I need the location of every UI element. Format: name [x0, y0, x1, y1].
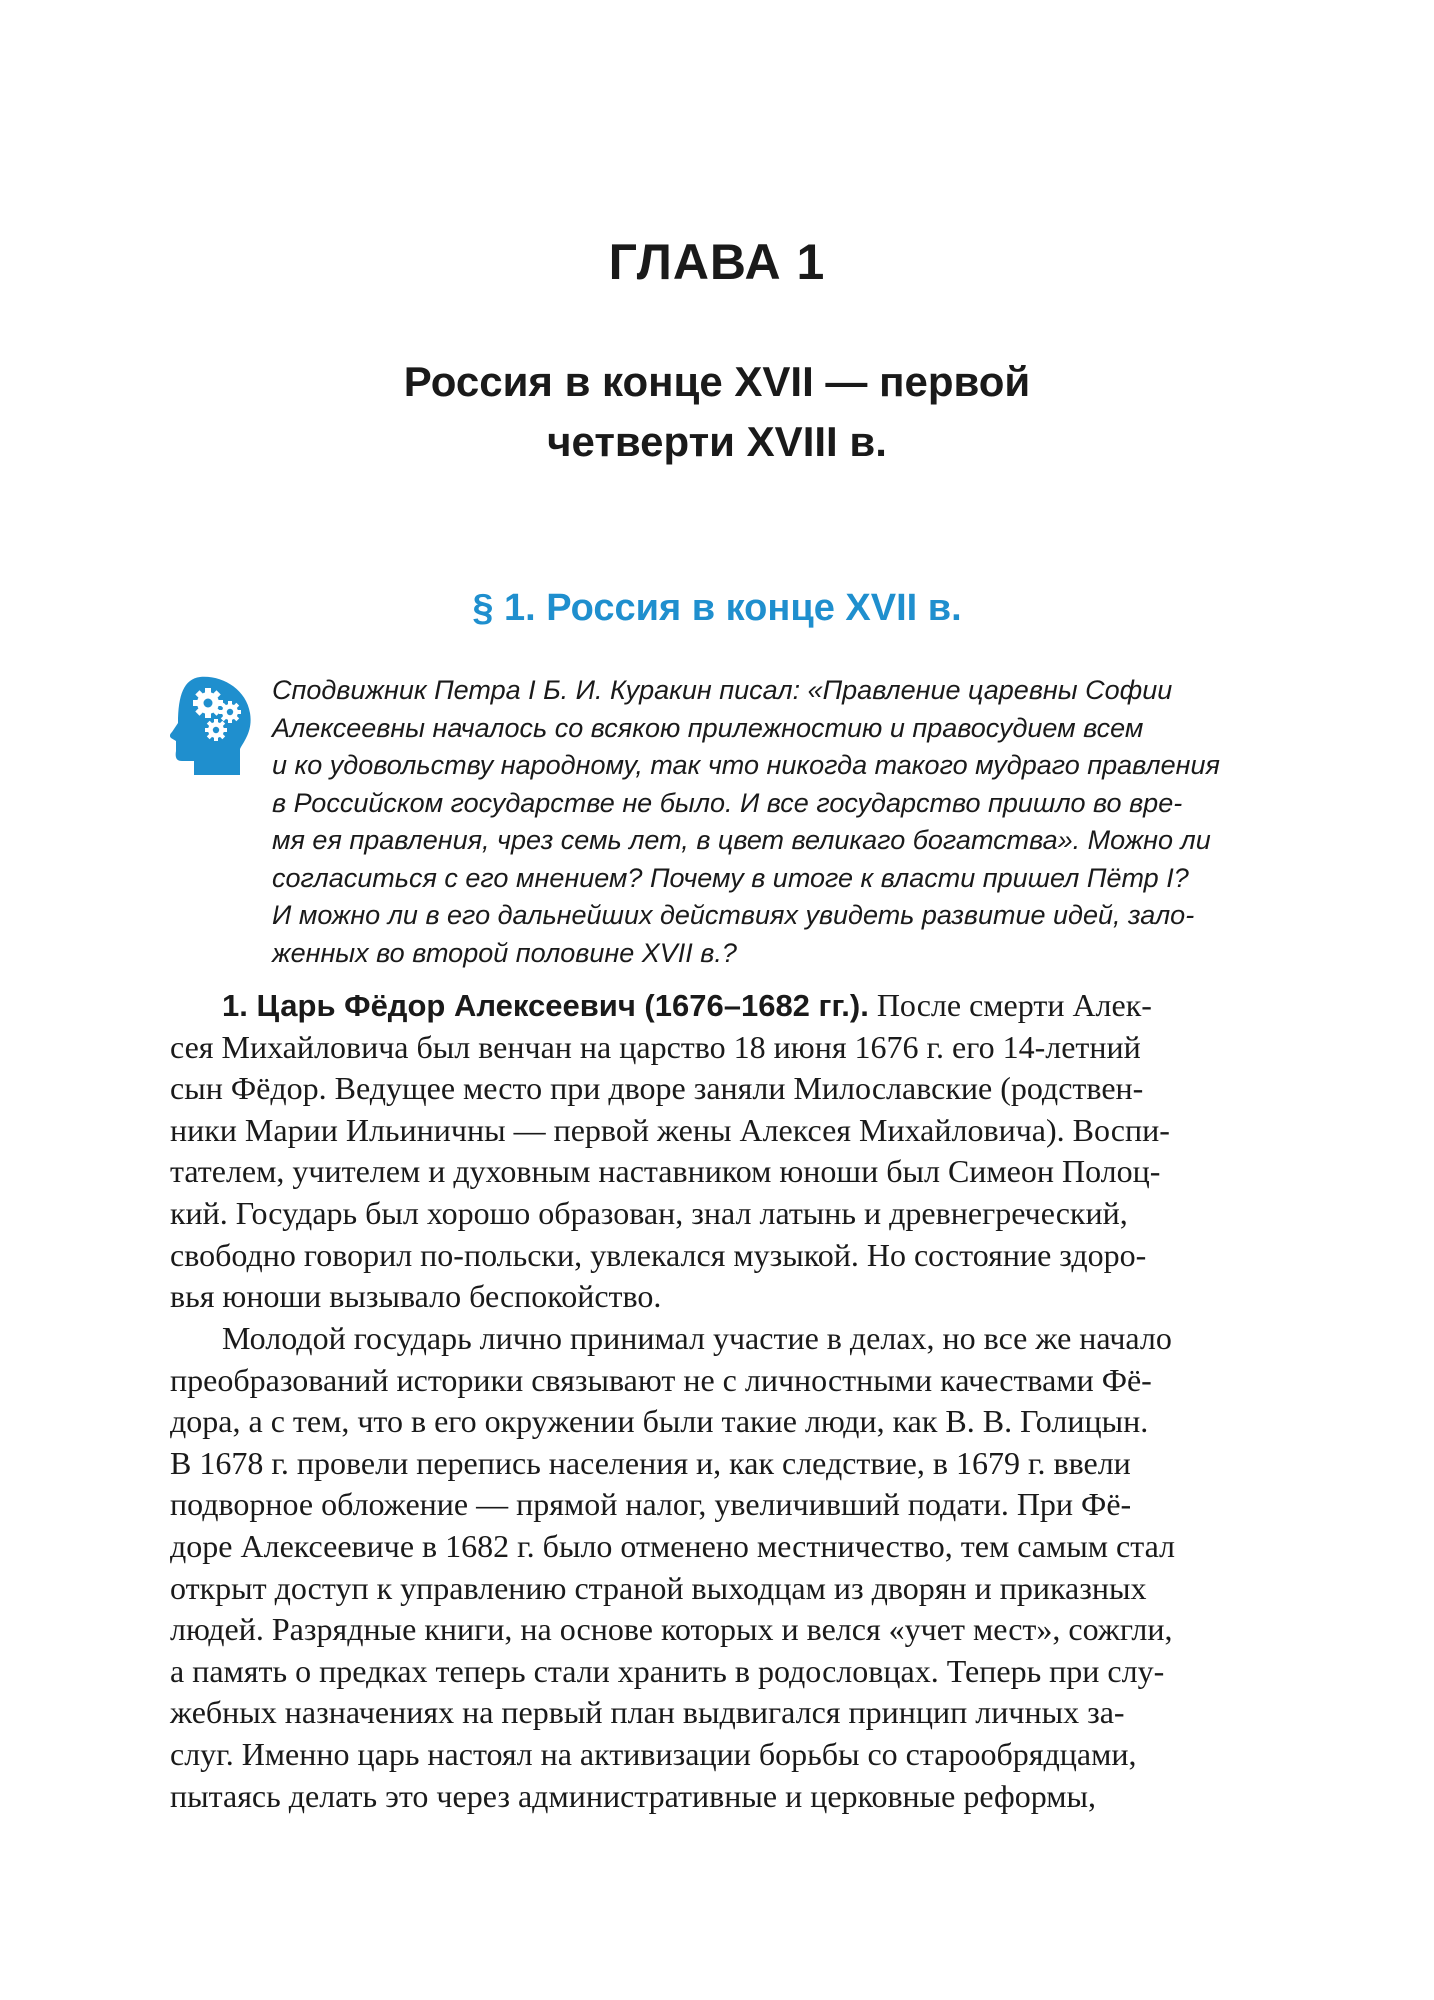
- intro-line: Сподвижник Петра I Б. И. Куракин писал: «Правление царевны Софии: [272, 675, 1173, 705]
- paragraph-tsar-fedor: [170, 985, 1302, 1318]
- paragraph-line: жебных назначениях на первый план выдвигался принцип личных за-: [170, 1694, 1125, 1731]
- chapter-title-line: Россия в конце XVII — первой: [403, 358, 1031, 405]
- paragraph-line: подворное обложение — прямой налог, увеличивший подати. При Фё-: [170, 1486, 1132, 1523]
- section-title: § 1. Россия в конце XVII в.: [472, 587, 962, 629]
- paragraph-text: После смерти Алек-: [868, 987, 1152, 1023]
- chapter-label: ГЛАВА 1: [608, 234, 826, 290]
- paragraph-first-line: [170, 985, 1302, 1027]
- paragraph-line: пытаясь делать это через административные и церковные реформы,: [170, 1777, 1096, 1814]
- intro-question-block: [272, 672, 1302, 972]
- intro-line: и ко удовольству народному, так что никогда такого мудраго правления: [272, 750, 1220, 780]
- paragraph-line: доре Алексеевиче в 1682 г. было отменено местничество, тем самым стал: [170, 1527, 1176, 1564]
- chapter-title-line: четверти XVIII в.: [547, 418, 887, 465]
- paragraph-line: сын Фёдор. Ведущее место при дворе заняли Милославские (родствен-: [170, 1070, 1144, 1107]
- paragraph-line: кий. Государь был хорошо образован, знал латынь и древнегреческий,: [170, 1194, 1128, 1231]
- paragraph-line: ники Марии Ильиничны — первой жены Алексея Михайловича). Воспи-: [170, 1111, 1170, 1148]
- paragraph-line: слуг. Именно царь настоял на активизации борьбы со старообрядцами,: [170, 1735, 1137, 1772]
- paragraph-line: а память о предках теперь стали хранить в родословцах. Теперь при слу-: [170, 1652, 1165, 1689]
- intro-line: мя ея правления, чрез семь лет, в цвет великаго богатства». Можно ли: [272, 825, 1211, 855]
- paragraph-line: сея Михайловича был венчан на царство 18 июня 1676 г. его 14-летний: [170, 1028, 1141, 1065]
- paragraph-line: открыт доступ к управлению страной выходцам из дворян и приказных: [170, 1569, 1147, 1606]
- paragraph-line: людей. Разрядные книги, на основе которых и велся «учет мест», сожгли,: [170, 1611, 1173, 1648]
- paragraph-line: дора, а с тем, что в его окружении были такие люди, как В. В. Голицын.: [170, 1403, 1149, 1440]
- intro-line: в Российском государстве не было. И все государство пришло во вре-: [272, 787, 1183, 818]
- paragraph-line: тателем, учителем и духовным наставником юноши был Симеон Полоц-: [170, 1153, 1161, 1190]
- intro-line: согласиться с его мнением? Почему в итоге к власти пришел Пётр I?: [272, 862, 1189, 893]
- paragraph-line: Молодой государь лично принимал участие в делах, но все же начало: [222, 1320, 1172, 1356]
- intro-line: женных во второй половине XVII в.?: [272, 937, 737, 968]
- paragraph-subheading: 1. Царь Фёдор Алексеевич (1676–1682 гг.).: [222, 988, 869, 1023]
- intro-line: И можно ли в его дальнейших действиях увидеть развитие идей, зало-: [272, 900, 1195, 930]
- head-with-gears-icon: [170, 675, 252, 777]
- intro-line: Алексеевны началось со всякою прилежностию и правосудием всем: [272, 712, 1144, 743]
- paragraph-line: вья юноши вызывало беспокойство.: [170, 1278, 662, 1315]
- chapter-title: [0, 352, 1434, 472]
- paragraph-reforms: [170, 1318, 1302, 1817]
- paragraph-line: преобразований историки связывают не с личностными качествами Фё-: [170, 1361, 1152, 1398]
- paragraph-line: свободно говорил по-польски, увлекался музыкой. Но состояние здоро-: [170, 1236, 1147, 1273]
- paragraph-line: В 1678 г. провели перепись населения и, как следствие, в 1679 г. ввели: [170, 1444, 1131, 1481]
